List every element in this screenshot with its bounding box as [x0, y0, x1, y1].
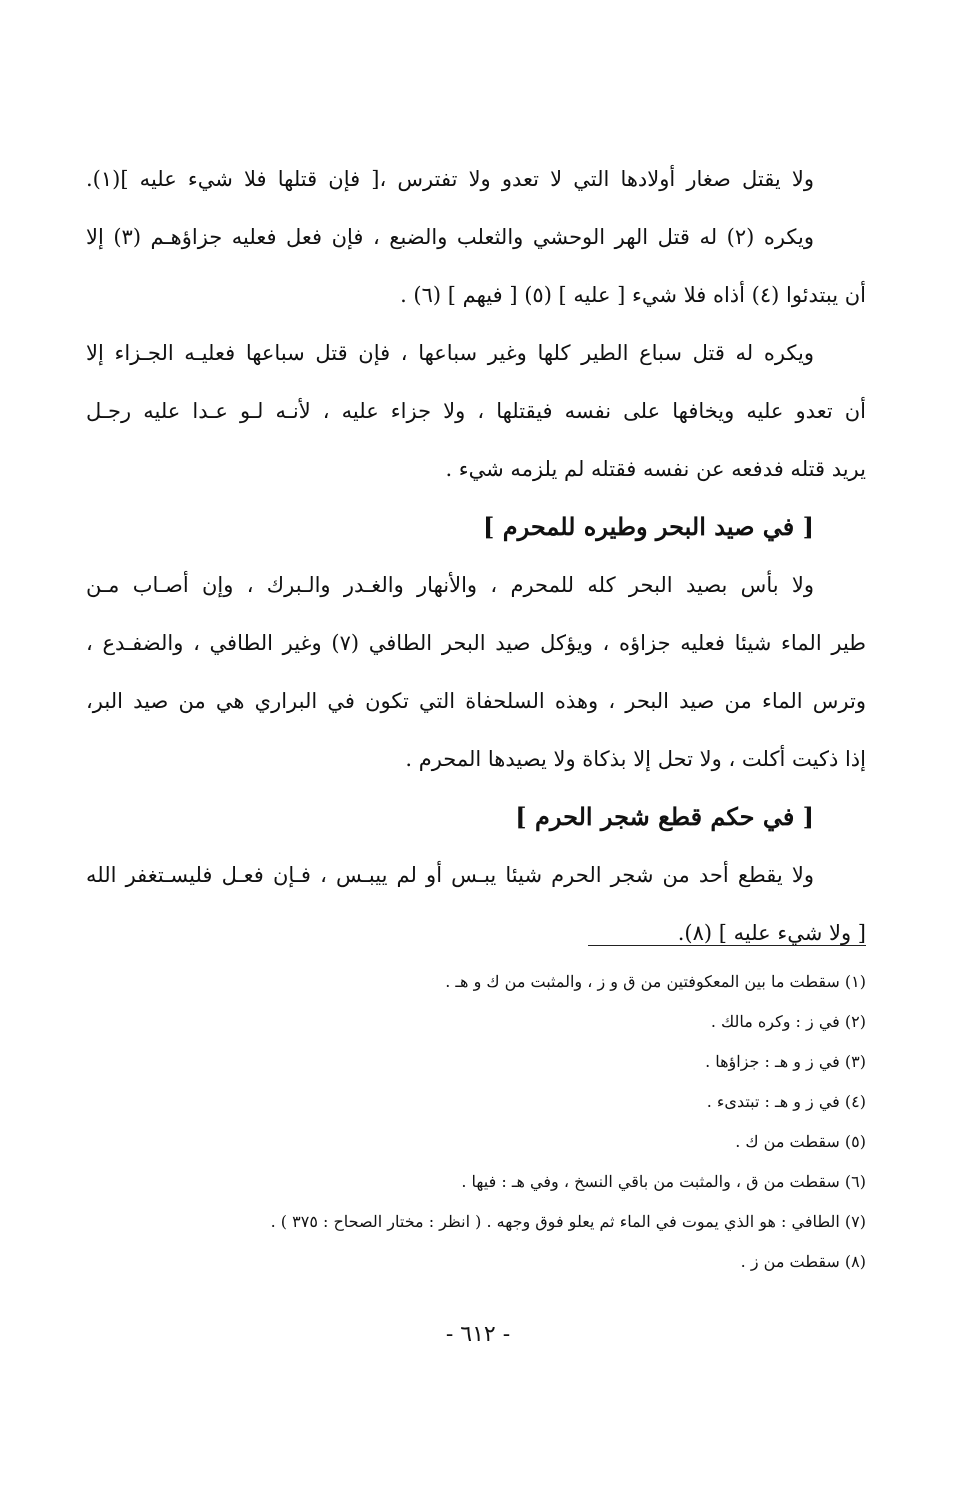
text-line: إذا ذكيت أكلت ، ولا تحل إلا بذكاة ولا يصيدها المحرم . — [405, 747, 866, 771]
text-line: أن تعدو عليه ويخافها على نفسه فيقتلها ، ولا جزاء عليه ، لأنـه لـو عـدا عليه رجـل — [86, 399, 866, 423]
text-line: ويكره له قتل سباع الطير كلها وغير سباعها ، فإن قتل سباعها فعليـه الجـزاء إلا — [86, 341, 814, 365]
text-line: طير الماء شيئا فعليه جزاؤه ، ويؤكل صيد البحر الطافي (٧) وغير الطافي ، والضفـدع ، — [86, 631, 866, 655]
text-line: يريد قتله فدفعه عن نفسه فقتله لم يلزمه شيء . — [445, 457, 866, 481]
footnote: (١) سقطت ما بين المعكوفتين من ق و ز ، والمثبت من ك و هـ . — [445, 972, 866, 991]
text-line: ولا يقطع أحد من شجر الحرم شيئا يبـس أو لم ييبـس ، فـإن فعـل فليسـتغفر الله — [86, 863, 814, 887]
page-number: - ٦١٢ - — [445, 1322, 511, 1347]
text-line: ويكره (٢) له قتل الهر الوحشي والثعلب والضبع ، فإن فعل فعليه جزاؤهـم (٣) إلا — [86, 225, 814, 249]
footnote-separator — [588, 945, 866, 946]
main-text — [86, 150, 866, 962]
footnote: (٨) سقطت من ز . — [740, 1252, 866, 1271]
text-line: أن يبتدئوا (٤) أذاه فلا شيء [ عليه ] (٥) [ فيهم ] (٦) . — [400, 283, 866, 307]
text-line: ولا يقتل صغار أولادها التي لا تعدو ولا تفترس ،[ فإن قتلها فلا شيء عليه ](١). — [86, 167, 814, 191]
footnote: (٣) في ز و هـ : جزاؤها . — [705, 1052, 866, 1071]
text-line: وترس الماء من صيد البحر ، وهذه السلحفاة التي تكون في البراري هي من صيد البر، — [86, 689, 866, 713]
footnote: (٢) في ز : وكره مالك . — [710, 1012, 866, 1031]
text-line: ولا بأس بصيد البحر كله للمحرم ، والأنهار والغـدر والـبرك ، وإن أصـاب مـن — [86, 573, 814, 597]
footnote: (٥) سقطت من ك . — [735, 1132, 866, 1151]
footnote: (٦) سقطت من ق ، والمثبت من باقي النسخ ، وفي هـ : فيها . — [461, 1172, 866, 1191]
section-heading: [ في حكم قطع شجر الحرم ] — [515, 802, 814, 831]
footnote: (٧) الطافي : هو الذي يموت في الماء ثم يعلو فوق وجهه . ( انظر : مختار الصحاح : ٣٧٥ ) . — [270, 1212, 866, 1231]
footnote: (٤) في ز و هـ : تبتدىء . — [706, 1092, 866, 1111]
section-heading: [ في صيد البحر وطيره للمحرم ] — [483, 512, 814, 541]
footnotes — [86, 962, 866, 1282]
text-line: [ ولا شيء عليه ] (٨). — [677, 921, 866, 945]
